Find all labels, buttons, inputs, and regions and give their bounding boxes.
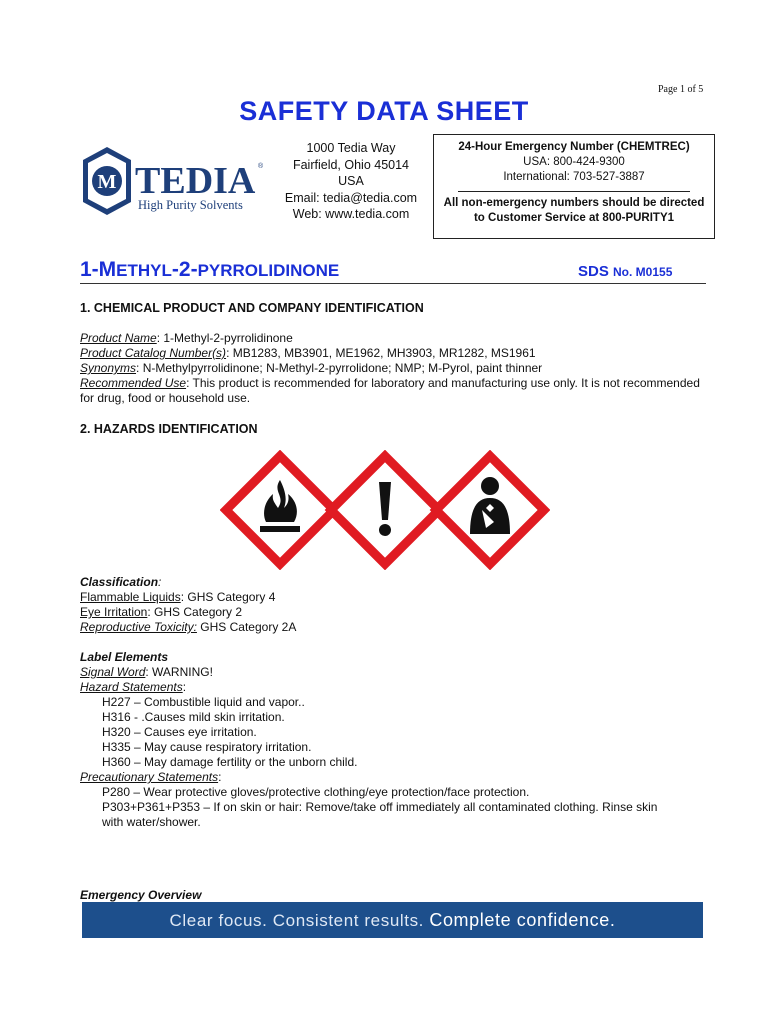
address-street: 1000 Tedia Way bbox=[306, 141, 396, 155]
classification-line bbox=[80, 620, 710, 635]
emergency-heading: 24-Hour Emergency Number (CHEMTREC) bbox=[458, 141, 690, 153]
product-name-part: ETHYL bbox=[116, 261, 172, 280]
heading-rule bbox=[80, 283, 706, 284]
document-title: SAFETY DATA SHEET bbox=[239, 96, 529, 126]
field-label: Precautionary Statements bbox=[80, 770, 219, 784]
classification-heading bbox=[80, 575, 710, 590]
field-value: : GHS Category 2 bbox=[147, 605, 243, 619]
emergency-divider bbox=[458, 191, 690, 192]
synonyms-line bbox=[80, 361, 710, 376]
address-web: Web: www.tedia.com bbox=[292, 207, 410, 221]
field-value: : MB1283, MB3901, ME1962, MH3903, MR1282, MS1961 bbox=[226, 346, 536, 360]
hazard-statement: H335 – May cause respiratory irritation. bbox=[102, 740, 312, 754]
section-1-body bbox=[80, 331, 710, 406]
product-name-heading bbox=[80, 258, 339, 282]
sds-label: SDS bbox=[578, 263, 614, 280]
recommended-use-line bbox=[80, 376, 710, 406]
label-elements-heading: Label Elements bbox=[80, 650, 169, 664]
field-label: Flammable Liquids bbox=[80, 590, 181, 604]
field-label: Signal Word bbox=[80, 665, 146, 679]
field-value: : This product is recommended for laboratory and manufacturing use only. It is not recommended for drug, food or household use. bbox=[80, 376, 700, 405]
sds-value: No. M0155 bbox=[613, 265, 673, 279]
hazard-statement: H227 – Combustible liquid and vapor.. bbox=[102, 695, 305, 709]
tedia-logo-mark bbox=[80, 146, 270, 216]
address-city: Fairfield, Ohio 45014 bbox=[292, 157, 410, 172]
section-2-body bbox=[80, 575, 710, 830]
emergency-contact-box bbox=[433, 134, 715, 239]
field-label: Hazard Statements bbox=[80, 680, 183, 694]
catalog-line bbox=[80, 346, 710, 361]
field-label: Product Catalog Number(s) bbox=[80, 346, 227, 360]
logo-tagline: High Purity Solvents bbox=[138, 198, 243, 212]
logo-mark-letter: M bbox=[97, 171, 117, 193]
product-name-part: -2- bbox=[171, 258, 198, 281]
classification-line bbox=[80, 605, 710, 620]
non-emergency-note-1: All non-emergency numbers should be directed bbox=[443, 197, 705, 209]
product-name-part: 1-M bbox=[80, 258, 117, 281]
ghs-pictograms bbox=[220, 450, 550, 570]
field-label: Product Name bbox=[80, 331, 157, 345]
emergency-usa: USA: 800-424-9300 bbox=[523, 156, 625, 168]
sds-number bbox=[578, 263, 672, 280]
emergency-overview-heading: Emergency Overview bbox=[80, 888, 202, 902]
address-country: USA bbox=[338, 174, 364, 188]
emergency-international: International: 703-527-3887 bbox=[503, 171, 645, 183]
non-emergency-note-2: to Customer Service at 800-PURITY1 bbox=[473, 212, 675, 224]
field-value: : N-Methylpyrrolidinone; N-Methyl-2-pyrrolidone; NMP; M-Pyrol, paint thinner bbox=[136, 361, 543, 375]
tedia-logo bbox=[80, 146, 270, 216]
page-number: Page 1 of 5 bbox=[658, 84, 704, 95]
flame-icon bbox=[226, 456, 334, 564]
field-colon: : bbox=[182, 680, 187, 694]
field-value: : GHS Category 4 bbox=[180, 590, 276, 604]
exclamation-mark-icon bbox=[331, 456, 439, 564]
classification-line bbox=[80, 590, 710, 605]
product-name-line bbox=[80, 331, 710, 346]
field-value: : 1-Methyl-2-pyrrolidinone bbox=[156, 331, 293, 345]
health-hazard-icon bbox=[436, 456, 544, 564]
field-label: Reproductive Toxicity: bbox=[80, 620, 197, 634]
logo-brand: TEDIA bbox=[135, 160, 256, 202]
banner-text: Clear focus. Consistent results. bbox=[169, 911, 430, 930]
field-label: Synonyms bbox=[80, 361, 137, 375]
company-address bbox=[272, 140, 430, 223]
field-colon: : bbox=[218, 770, 222, 784]
field-value: GHS Category 2A bbox=[196, 620, 297, 634]
precautionary-heading bbox=[80, 770, 710, 785]
precautionary-statement: P303+P361+P353 – If on skin or hair: Remove/take off immediately all contaminated clothing. Rinse skin with water/shower. bbox=[102, 800, 658, 829]
field-value: : WARNING! bbox=[145, 665, 213, 679]
address-email: Email: tedia@tedia.com bbox=[284, 190, 418, 205]
field-label: Recommended Use bbox=[80, 376, 187, 390]
hazard-statement: H360 – May damage fertility or the unborn child. bbox=[102, 755, 358, 769]
hazard-statement: H316 - .Causes mild skin irritation. bbox=[102, 710, 285, 724]
classification-label: Classification bbox=[80, 575, 159, 589]
section-1-heading: 1. CHEMICAL PRODUCT AND COMPANY IDENTIFICATION bbox=[80, 301, 424, 315]
banner-text-strong: Complete confidence. bbox=[429, 910, 616, 930]
field-label: Eye Irritation bbox=[80, 605, 148, 619]
precautionary-statement: P280 – Wear protective gloves/protective clothing/eye protection/face protection. bbox=[102, 785, 530, 799]
product-name-part: PYRROLIDINONE bbox=[197, 261, 340, 280]
footer-banner bbox=[82, 902, 703, 938]
registered-mark: ® bbox=[258, 163, 264, 170]
hazard-statement: H320 – Causes eye irritation. bbox=[102, 725, 257, 739]
section-2-heading: 2. HAZARDS IDENTIFICATION bbox=[80, 422, 258, 436]
signal-word-line bbox=[80, 665, 710, 680]
hazard-statements-heading bbox=[80, 680, 710, 695]
classification-colon: : bbox=[158, 575, 162, 589]
